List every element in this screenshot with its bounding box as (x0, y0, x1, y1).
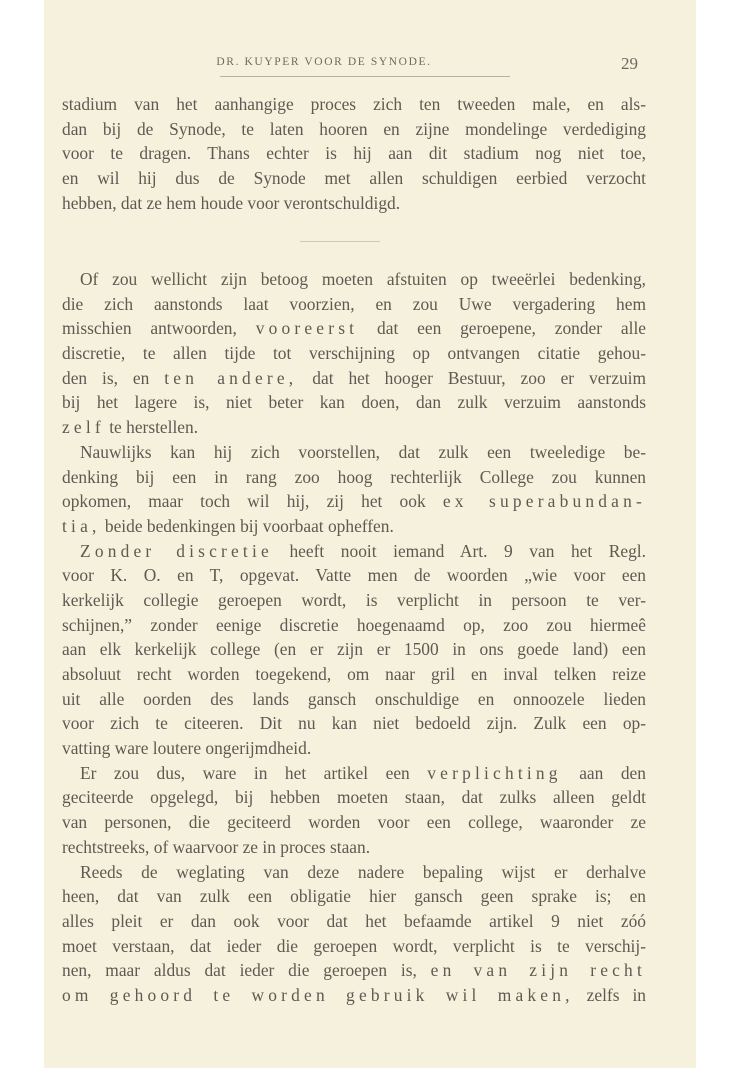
spaced-emphasis: vooreerst (255, 318, 359, 339)
text-line: Reeds de weglating van deze nadere bepaling wijst er derhalve (80, 861, 646, 882)
text-line: Of zou wellicht zijn betoog moeten afstuiten op tweeërlei bedenking, (80, 269, 646, 289)
text-line: Nauwlijks kan hij zich voorstellen, dat zulk een tweeledige be- (80, 441, 646, 462)
spaced-emphasis: en van zijn recht (430, 960, 646, 981)
text-line: tia, beide bedenkingen bij voorbaat opheffen. (62, 515, 394, 536)
text-line: om gehoord te worden gebruik wil maken, zelfs in (62, 984, 646, 1005)
text-line: alles pleit er dan ook voor dat het befaamde artikel 9 niet zóó (62, 910, 646, 931)
spaced-emphasis: om gehoord te worden gebruik wil maken, (62, 984, 574, 1005)
text-line: voor te dragen. Thans echter is hij aan dit stadium nog niet toe, (62, 143, 646, 164)
text-line: rechtstreeks, of waarvoor ze in proces staan. (62, 836, 371, 857)
text-line: Zonder discretie heeft nooit iemand Art. 9 van het Regl. (80, 540, 646, 561)
text-line: heen, dat van zulk een obligatie hier gansch geen sprake is; en (62, 886, 646, 907)
text-line: moet verstaan, dat ieder die geroepen wordt, verplicht is te verschij- (62, 935, 646, 956)
text-line: absoluut recht worden toegekend, om naar gril en inval telken reize (62, 664, 646, 684)
spaced-emphasis: zelf (62, 417, 105, 438)
text-line: voor K. O. en T, opgevat. Vatte men de woorden „wie voor een (62, 565, 646, 586)
book-page (44, 0, 696, 1068)
spaced-emphasis: verplichting (427, 762, 562, 783)
text-line: opkomen, maar toch wil hij, zij het ook ex superabundan- (62, 491, 646, 512)
text-line: kerkelijk collegie geroepen wordt, is verplicht in persoon te ver- (62, 589, 646, 610)
header-rule (220, 76, 510, 77)
text-line: discretie, te allen tijde tot verschijning op ontvangen citatie gehou- (62, 343, 646, 364)
spaced-emphasis: Zonder discretie (80, 540, 273, 561)
text-line: zelf te herstellen. (62, 417, 199, 438)
text-line: aan elk kerkelijk college (en er zijn er 1500 in ons goede land) een (62, 639, 646, 660)
text-line: die zich aanstonds laat voorzien, en zou Uwe vergadering hem (62, 293, 646, 314)
text-line: uit alle oorden des lands gansch onschuldige en onnoozele lieden (62, 688, 646, 709)
text-line: geciteerde opgelegd, bij hebben moeten staan, dat zulks alleen geldt (62, 787, 646, 808)
text-line: hebben, dat ze hem houde voor verontschuldigd. (62, 192, 401, 213)
text-line: schijnen,” zonder eenige discretie hoegenaamd op, zoo zou hiermeê (62, 614, 646, 635)
continued-paragraph (62, 92, 646, 215)
text-line: misschien antwoorden, vooreerst dat een geroepene, zonder alle (62, 318, 646, 339)
main-text (62, 267, 646, 1008)
spaced-emphasis: ex superabundan- (442, 491, 646, 512)
text-line: van personen, die geciteerd worden voor een college, waaronder ze (62, 812, 646, 833)
text-line: den is, en ten andere, dat het hooger Bestuur, zoo er verzuim (62, 367, 646, 388)
text-line: stadium van het aanhangige proces zich ten tweeden male, en als- (62, 94, 646, 114)
text-line: voor zich te citeeren. Dit nu kan niet bedoeld zijn. Zulk een op- (62, 713, 646, 734)
spaced-emphasis: tia, (62, 515, 101, 536)
text-line: denking bij een in rang zoo hoog rechterlijk College zou kunnen (62, 466, 646, 487)
text-line: dan bij de Synode, te laten hooren en zijne mondelinge verdediging (62, 118, 646, 139)
page-header (44, 56, 696, 80)
spaced-emphasis: ten andere, (164, 367, 298, 388)
text-line: en wil hij dus de Synode met allen schuldigen eerbied verzocht (62, 168, 646, 189)
page-number: 29 (621, 54, 638, 73)
text-line: vatting ware loutere ongerijmdheid. (62, 738, 312, 759)
section-divider (300, 241, 380, 242)
text-line: nen, maar aldus dat ieder die geroepen is, en van zijn recht (62, 960, 646, 981)
text-line: Er zou dus, ware in het artikel een verplichting aan den (80, 762, 646, 783)
running-title: DR. KUYPER VOOR DE SYNODE. (216, 56, 432, 68)
text-line: bij het lagere is, niet beter kan doen, dan zulk verzuim aanstonds (62, 392, 646, 413)
